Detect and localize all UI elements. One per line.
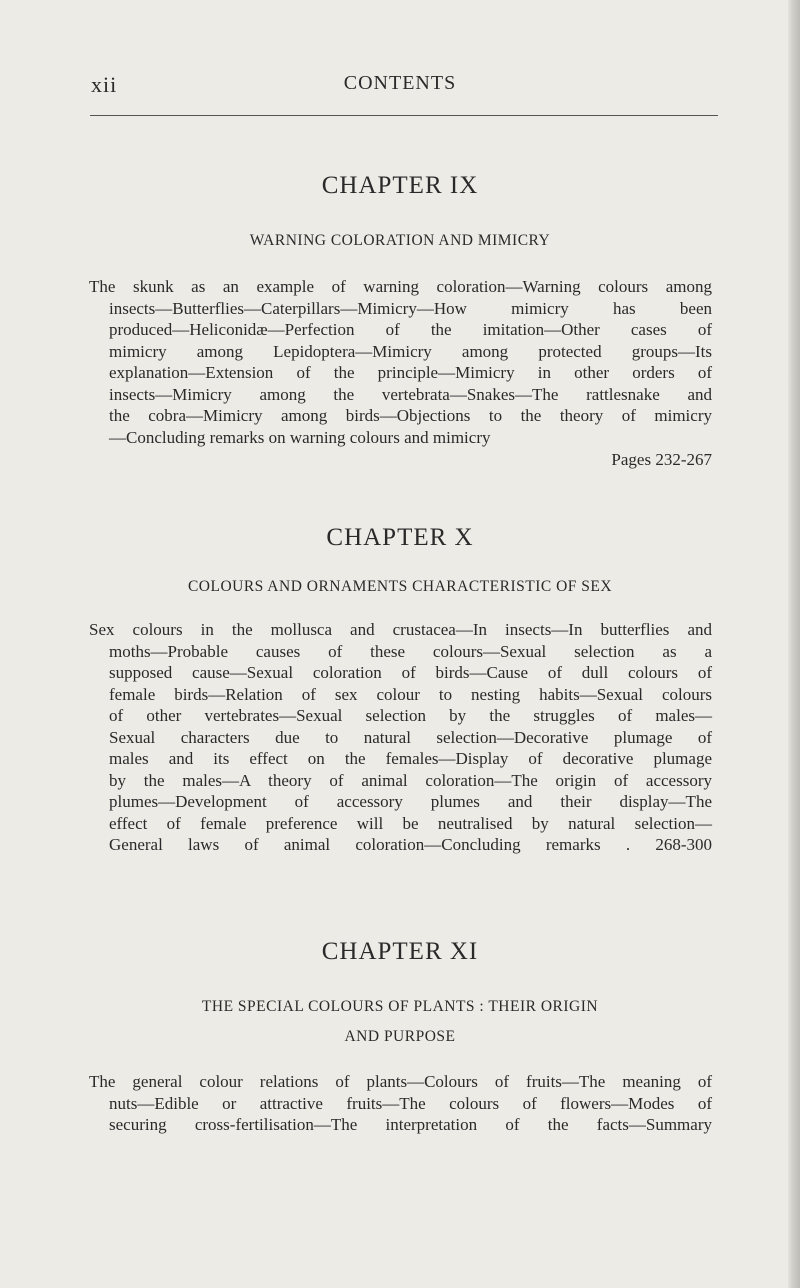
synopsis-line: —Concluding remarks on warning colours and mimicry xyxy=(109,427,491,447)
synopsis-line: produced—Heliconidæ—Perfection of the imitation—Other cases of xyxy=(109,320,712,339)
running-head: CONTENTS xyxy=(343,72,457,94)
synopsis-line: General laws of animal coloration—Concluding remarks . 268-300 xyxy=(109,835,712,854)
synopsis-line: explanation—Extension of the principle—Mimicry in other orders of xyxy=(109,363,712,382)
chapter-10-subtitle-line: COLOURS AND ORNAMENTS CHARACTERISTIC OF SEX xyxy=(187,578,613,595)
synopsis-line: Sexual characters due to natural selection—Decorative plumage of xyxy=(109,727,712,747)
chapter-11-subtitle-line: THE SPECIAL COLOURS OF PLANTS : THEIR ORIGIN xyxy=(201,998,599,1015)
chapter-9-pages: Pages 232-267 xyxy=(611,450,712,469)
synopsis-line: insects—Butterflies—Caterpillars—Mimicry—How mimicry has been xyxy=(109,298,712,318)
synopsis-line: by the males—A theory of animal coloration—The origin of accessory xyxy=(109,770,712,790)
synopsis-line: the cobra—Mimicry among birds—Objections to the theory of mimicry xyxy=(109,406,712,425)
chapter-11-synopsis xyxy=(89,1071,712,1136)
synopsis-line: nuts—Edible or attractive fruits—The colours of flowers—Modes of xyxy=(109,1093,712,1113)
synopsis-line: supposed cause—Sexual coloration of birds—Cause of dull colours of xyxy=(109,663,712,682)
page-folio: xii xyxy=(91,72,118,97)
synopsis-line: The skunk as an example of warning coloration—Warning colours among xyxy=(89,277,712,296)
chapter-10-synopsis xyxy=(89,619,712,856)
synopsis-line: plumes—Development of accessory plumes and their display—The xyxy=(109,792,712,811)
synopsis-line: insects—Mimicry among the vertebrata—Snakes—The rattlesnake and xyxy=(109,384,712,404)
synopsis-line: Sex colours in the mollusca and crustacea—In insects—In butterflies and xyxy=(89,620,712,639)
chapter-11-title: CHAPTER XI xyxy=(321,938,479,965)
synopsis-line: of other vertebrates—Sexual selection by the struggles of males— xyxy=(109,706,712,725)
chapter-9-subtitle xyxy=(0,228,800,254)
chapter-9-subtitle-line: WARNING COLORATION AND MIMICRY xyxy=(249,232,551,249)
chapter-10-title: CHAPTER X xyxy=(326,524,474,551)
header-rule xyxy=(90,115,718,116)
chapter-11-subtitle-line: AND PURPOSE xyxy=(344,1028,456,1045)
synopsis-line: effect of female preference will be neutralised by natural selection— xyxy=(109,813,712,833)
chapter-10-subtitle xyxy=(0,574,800,600)
synopsis-line: The general colour relations of plants—Colours of fruits—The meaning of xyxy=(89,1072,712,1091)
chapter-9-title: CHAPTER IX xyxy=(321,172,479,199)
synopsis-line: female birds—Relation of sex colour to nesting habits—Sexual colours xyxy=(109,684,712,704)
synopsis-line: securing cross-fertilisation—The interpretation of the facts—Summary xyxy=(109,1115,712,1134)
synopsis-line: mimicry among Lepidoptera—Mimicry among protected groups—Its xyxy=(109,341,712,361)
synopsis-line: males and its effect on the females—Display of decorative plumage xyxy=(109,749,712,768)
chapter-9-synopsis xyxy=(89,276,712,448)
synopsis-line: moths—Probable causes of these colours—Sexual selection as a xyxy=(109,641,712,661)
chapter-11-subtitle xyxy=(0,994,800,1050)
